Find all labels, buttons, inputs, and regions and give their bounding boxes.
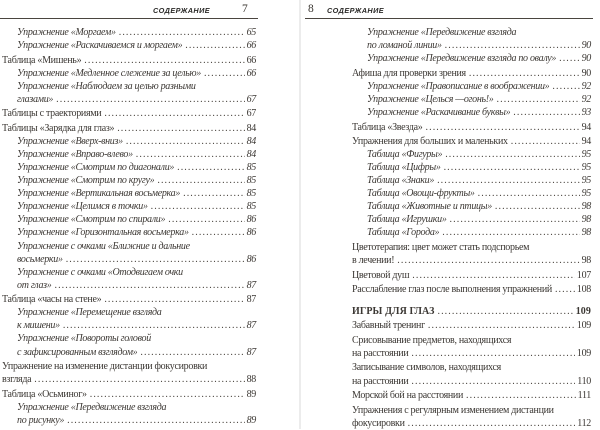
toc-entry xyxy=(352,80,591,93)
dot-leader xyxy=(552,80,579,93)
page-right xyxy=(300,0,600,429)
toc-entry-page: 95 xyxy=(581,149,591,161)
toc-entry-page: 85 xyxy=(246,162,256,174)
toc-entry-title: Таблица «Игрушки» xyxy=(367,214,447,226)
toc-entry-title: Упражнение «Передвижение взгляда xyxy=(17,401,167,413)
toc-entry-title: Упражнение «Повороты головой xyxy=(17,333,151,345)
toc-entry xyxy=(2,253,256,266)
toc-entry xyxy=(352,121,591,134)
toc-entry-page: 84 xyxy=(246,136,256,148)
toc-entry xyxy=(352,26,591,39)
toc-entry-page: 65 xyxy=(246,27,256,38)
dot-leader xyxy=(466,389,576,402)
toc-entry xyxy=(352,93,591,106)
toc-entry-page: 109 xyxy=(576,320,591,332)
toc-entry-page: 98 xyxy=(581,214,591,226)
page-number: 8 xyxy=(308,3,314,15)
toc-entry xyxy=(352,283,591,296)
toc-entry xyxy=(352,67,591,80)
toc-entry xyxy=(2,279,256,292)
toc-entry xyxy=(2,346,256,359)
dot-leader xyxy=(157,174,244,187)
toc-entry xyxy=(352,213,591,226)
toc-entry xyxy=(352,361,591,374)
dot-leader xyxy=(136,148,245,161)
toc-entry-page: 93 xyxy=(581,106,591,118)
toc-entry xyxy=(352,39,591,52)
toc-entry-title: Таблицы «Зарядка для глаз» xyxy=(2,123,115,135)
toc-entry-title: Таблица «часы на стене» xyxy=(2,294,102,306)
toc-entry-title: на расстоянии xyxy=(352,375,409,387)
toc-entry xyxy=(2,122,256,135)
toc-entry xyxy=(2,26,256,39)
toc-entry xyxy=(352,174,591,187)
toc-entry xyxy=(352,241,591,254)
header-rule xyxy=(0,18,258,19)
toc-entry-page: 92 xyxy=(581,80,591,92)
dot-leader xyxy=(119,26,245,39)
dot-leader xyxy=(411,375,575,388)
dot-leader xyxy=(450,213,580,226)
dot-leader xyxy=(67,414,245,427)
dot-leader xyxy=(511,135,580,148)
running-head-title: СОДЕРЖАНИЕ xyxy=(153,6,210,15)
toc-entry-page: 86 xyxy=(246,253,256,265)
dot-leader xyxy=(54,279,244,292)
dot-leader xyxy=(478,187,580,200)
toc-entry-page: 89 xyxy=(246,414,256,426)
dot-leader xyxy=(104,107,244,120)
toc-entry-title: фокусировки xyxy=(352,417,405,429)
dot-leader xyxy=(183,187,245,200)
page-divider xyxy=(299,0,301,429)
toc-entry xyxy=(2,67,256,80)
toc-entry-title: Таблица «Цифры» xyxy=(367,162,441,174)
toc-entry-page: 90 xyxy=(581,67,591,79)
toc-entry-title: Таблица «Знаки» xyxy=(367,175,435,187)
toc-entry xyxy=(352,417,591,430)
toc-entry-page: 109 xyxy=(575,305,591,317)
toc-entry xyxy=(2,54,256,67)
toc-entry-page: 110 xyxy=(577,375,591,387)
toc-entry xyxy=(2,388,256,401)
toc-entry-title: Таблица «Звезда» xyxy=(352,121,423,133)
toc-entry-title: Записывание символов, находящихся xyxy=(352,362,501,374)
dot-leader xyxy=(168,213,244,226)
toc-entry-page: 98 xyxy=(581,255,591,267)
toc-entry-page: 111 xyxy=(577,390,591,402)
toc-list-right xyxy=(352,26,591,430)
toc-entry-page: 109 xyxy=(576,347,591,359)
toc-entry-title: Морской бой на расстоянии xyxy=(352,390,464,402)
toc-entry-title: Упражнение «Смотрим по диагонали» xyxy=(17,162,175,174)
toc-entry-page: 107 xyxy=(576,269,591,281)
toc-entry xyxy=(2,213,256,226)
toc-entry-title: Упражнение «Вверх-вниз» xyxy=(17,136,123,148)
toc-entry xyxy=(2,39,256,52)
toc-entry-title: ИГРЫ ДЛЯ ГЛАЗ xyxy=(352,305,435,317)
toc-entry xyxy=(352,52,591,65)
toc-entry-page: 86 xyxy=(246,214,256,226)
toc-entry-page: 90 xyxy=(581,40,591,52)
toc-entry-page: 94 xyxy=(581,121,591,133)
toc-entry-page: 87 xyxy=(246,294,256,306)
dot-leader xyxy=(204,67,245,80)
toc-entry xyxy=(352,334,591,347)
dot-leader xyxy=(411,347,574,360)
dot-leader xyxy=(117,122,244,135)
toc-entry xyxy=(2,187,256,200)
toc-entry xyxy=(352,135,591,148)
toc-entry xyxy=(2,332,256,345)
dot-leader xyxy=(397,254,579,267)
page-number: 7 xyxy=(242,3,248,15)
toc-entry-title: Цветовой душ xyxy=(352,269,410,281)
dot-leader xyxy=(437,174,580,187)
toc-entry-title: Упражнение с очками «Ближние и дальние xyxy=(17,240,190,252)
toc-entry xyxy=(2,174,256,187)
dot-leader xyxy=(104,293,244,306)
dot-leader xyxy=(513,106,579,119)
dot-leader xyxy=(126,135,245,148)
toc-entry xyxy=(2,293,256,306)
toc-entry-page: 112 xyxy=(577,417,591,429)
toc-entry-title: в лечении! xyxy=(352,255,395,267)
toc-entry-title: Упражнение с очками «Отодвигаем очки xyxy=(17,266,183,278)
toc-entry-page: 86 xyxy=(246,227,256,239)
toc-entry-page: 67 xyxy=(246,108,256,120)
toc-entry-title: Упражнение «Наблюдаем за целью разными xyxy=(17,80,196,92)
toc-entry-page: 88 xyxy=(246,374,256,386)
toc-entry-page: 94 xyxy=(581,136,591,148)
toc-entry xyxy=(352,305,591,318)
toc-entry xyxy=(352,269,591,282)
dot-leader xyxy=(428,319,575,332)
dot-leader xyxy=(445,39,580,52)
toc-entry-page: 87 xyxy=(246,279,256,291)
toc-entry-title: Упражнение «Раскачиваемся и моргаем» xyxy=(17,40,183,52)
toc-entry-title: по ломаной линии» xyxy=(367,40,442,52)
toc-entry xyxy=(2,148,256,161)
toc-entry xyxy=(352,319,591,332)
dot-leader xyxy=(442,226,579,239)
toc-entry-title: Таблицы с траекториями xyxy=(2,108,102,120)
toc-entry-title: Расслабление глаз после выполнения упражнений xyxy=(352,284,552,296)
toc-entry xyxy=(2,414,256,427)
toc-entry-page: 66 xyxy=(246,54,256,66)
toc-entry-title: Афиша для проверки зрения xyxy=(352,67,466,79)
dot-leader xyxy=(555,283,575,296)
toc-entry xyxy=(2,93,256,106)
toc-entry-title: Упражнение «Целимся в точки» xyxy=(17,201,148,213)
toc-entry-page: 95 xyxy=(581,188,591,200)
toc-entry xyxy=(2,200,256,213)
dot-leader xyxy=(34,373,244,386)
toc-entry-title: Упражнение «Передвижение взгляда xyxy=(367,27,517,38)
toc-entry-title: Упражнения с регулярным изменением дистанции xyxy=(352,404,554,416)
toc-entry-page: 95 xyxy=(581,162,591,174)
header-rule xyxy=(305,18,593,19)
toc-entry-title: Упражнение «Смотрим по кругу» xyxy=(17,175,155,187)
toc-entry-title: Упражнение на изменение дистанции фокусировки xyxy=(2,361,208,373)
toc-entry-page: 98 xyxy=(581,201,591,213)
toc-list-left xyxy=(2,26,256,427)
running-head-title: СОДЕРЖАНИЕ xyxy=(327,6,384,15)
toc-entry-title: глазами» xyxy=(17,93,54,105)
toc-entry xyxy=(352,404,591,417)
toc-entry-title: к мишени» xyxy=(17,320,60,332)
toc-entry-page: 84 xyxy=(246,149,256,161)
toc-entry-page: 108 xyxy=(576,284,591,296)
toc-entry-page: 89 xyxy=(246,388,256,400)
toc-entry-page: 84 xyxy=(246,123,256,135)
toc-entry-title: Упражнение «Моргаем» xyxy=(17,27,116,38)
dot-leader xyxy=(469,67,580,80)
toc-entry xyxy=(2,135,256,148)
toc-entry-page: 85 xyxy=(246,188,256,200)
toc-entry xyxy=(2,80,256,93)
toc-entry-page: 85 xyxy=(246,175,256,187)
dot-leader xyxy=(151,200,245,213)
toc-entry-title: Таблица «Фигуры» xyxy=(367,149,443,161)
toc-entry-title: по рисунку» xyxy=(17,414,65,426)
toc-entry-title: Упражнение «Перемещение взгляда xyxy=(17,307,162,319)
toc-entry-page: 66 xyxy=(246,67,256,79)
dot-leader xyxy=(444,161,580,174)
toc-entry-page: 95 xyxy=(581,175,591,187)
dot-leader xyxy=(192,226,245,239)
toc-entry xyxy=(2,319,256,332)
toc-entry-page: 90 xyxy=(581,53,591,65)
toc-entry xyxy=(352,106,591,119)
toc-entry-title: Таблица «Животные и птицы» xyxy=(367,201,492,213)
dot-leader xyxy=(140,346,244,359)
toc-entry xyxy=(2,306,256,319)
dot-leader xyxy=(408,417,576,430)
toc-entry-title: Упражнение «Медленное слежение за целью» xyxy=(17,67,201,79)
toc-entry xyxy=(352,375,591,388)
toc-entry-title: Таблица «Осьминог» xyxy=(2,388,87,400)
running-head xyxy=(308,3,591,16)
toc-entry-title: с зафиксированным взглядом» xyxy=(17,346,138,358)
toc-entry xyxy=(352,148,591,161)
toc-entry-title: Упражнение «Вертикальная восьмерка» xyxy=(17,188,181,200)
running-head xyxy=(2,3,256,16)
toc-entry xyxy=(2,107,256,120)
dot-leader xyxy=(56,93,244,106)
toc-entry-title: Упражнение «Раскачивание буквы» xyxy=(367,106,511,118)
toc-entry-title: Таблица «Города» xyxy=(367,227,440,239)
toc-entry xyxy=(2,240,256,253)
dot-leader xyxy=(185,39,244,52)
toc-entry-title: Упражнение «Смотрим по спирали» xyxy=(17,214,166,226)
toc-entry xyxy=(2,401,256,414)
toc-entry-title: от глаз» xyxy=(17,279,52,291)
toc-entry-title: взгляда xyxy=(2,374,32,386)
toc-entry xyxy=(2,360,256,373)
toc-entry xyxy=(2,161,256,174)
toc-entry-title: Срисовывание предметов, находящихся xyxy=(352,334,512,346)
toc-entry xyxy=(2,373,256,386)
dot-leader xyxy=(84,54,244,67)
page-left xyxy=(0,0,300,429)
toc-entry-title: Таблица «Мишень» xyxy=(2,54,82,66)
toc-entry-title: восьмерки» xyxy=(17,253,63,265)
toc-entry-title: Упражнение «Вправо-влево» xyxy=(17,149,133,161)
toc-entry-title: Забавный тренинг xyxy=(352,320,425,332)
toc-entry-page: 87 xyxy=(246,346,256,358)
toc-entry-title: Таблица «Овощи-фрукты» xyxy=(367,188,475,200)
dot-leader xyxy=(412,269,575,282)
toc-entry-title: Упражнение «Целься —огонь!» xyxy=(367,93,494,105)
dot-leader xyxy=(559,52,579,65)
dot-leader xyxy=(426,121,580,134)
toc-entry xyxy=(352,226,591,239)
toc-entry-title: на расстоянии xyxy=(352,347,409,359)
toc-entry xyxy=(352,187,591,200)
dot-leader xyxy=(445,148,579,161)
toc-entry-page: 66 xyxy=(246,40,256,52)
toc-entry xyxy=(352,200,591,213)
toc-entry xyxy=(352,254,591,267)
dot-leader xyxy=(497,93,580,106)
toc-entry xyxy=(2,226,256,239)
toc-entry xyxy=(352,161,591,174)
toc-entry-page: 98 xyxy=(581,227,591,239)
toc-entry-title: Упражнение «Правописание в воображении» xyxy=(367,80,550,92)
toc-entry-page: 92 xyxy=(581,93,591,105)
dot-leader xyxy=(437,305,573,318)
dot-leader xyxy=(90,388,245,401)
dot-leader xyxy=(177,161,245,174)
toc-entry-title: Упражнение «Горизонтальная восьмерка» xyxy=(17,227,189,239)
toc-entry-page: 87 xyxy=(246,320,256,332)
dot-leader xyxy=(495,200,580,213)
toc-entry xyxy=(352,347,591,360)
toc-entry-title: Упражнение «Передвижение взгляда по овалу» xyxy=(367,53,557,65)
toc-entry-title: Цветотерапия: цвет может стать подспорьем xyxy=(352,242,530,254)
toc-entry-page: 67 xyxy=(246,93,256,105)
toc-entry xyxy=(352,389,591,402)
dot-leader xyxy=(63,319,245,332)
toc-entry-page: 85 xyxy=(246,201,256,213)
toc-entry-title: Упражнения для больших и маленьких xyxy=(352,136,508,148)
toc-entry xyxy=(2,266,256,279)
dot-leader xyxy=(66,253,245,266)
